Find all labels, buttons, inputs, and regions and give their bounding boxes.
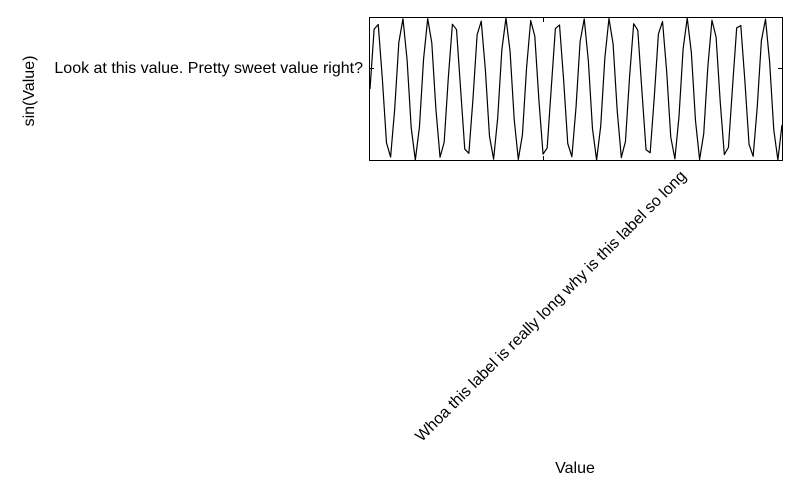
series-line-0 bbox=[370, 18, 782, 160]
plot-area bbox=[370, 18, 783, 161]
y-tick-label: Look at this value. Pretty sweet value right? bbox=[54, 60, 363, 77]
x-axis-label: Value bbox=[555, 460, 595, 477]
y-axis-label: sin(Value) bbox=[21, 55, 38, 127]
x-tick-label: Whoa this label is really long why is this label so long bbox=[412, 167, 690, 446]
labels-layer bbox=[21, 56, 690, 477]
series-layer bbox=[370, 18, 782, 160]
